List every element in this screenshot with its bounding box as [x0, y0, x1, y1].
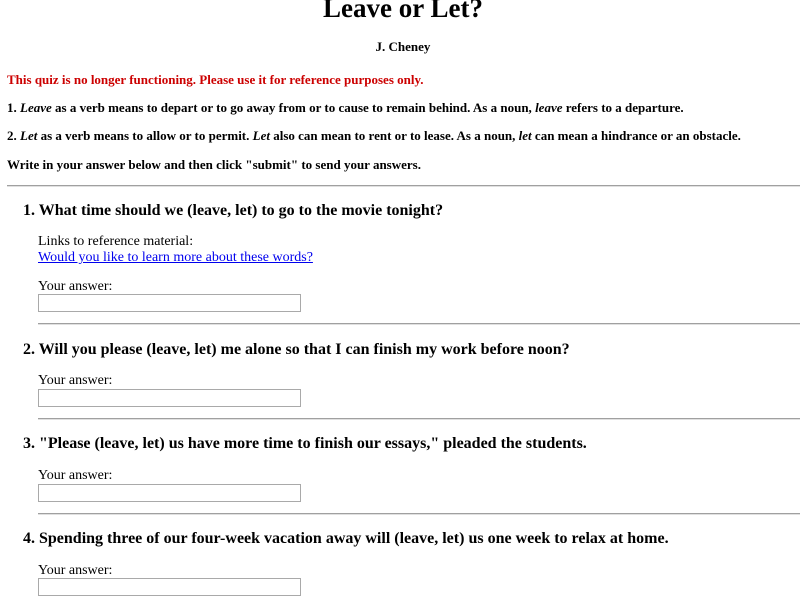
answer-label-4: Your answer: [38, 563, 113, 578]
author-name: J. Cheney [375, 39, 431, 54]
question-2: 2. Will you please (leave, let) me alone so that I can finish my work before noon? [23, 341, 570, 358]
answer-input-3[interactable] [38, 484, 301, 502]
definition-leave [7, 100, 684, 116]
quiz-notice: This quiz is no longer functioning. Please use it for reference purposes only. [7, 72, 424, 87]
answer-input-1[interactable] [38, 294, 301, 312]
definition-text: as a verb means to allow or to permit. [37, 128, 253, 143]
page-title: Leave or Let? [323, 0, 483, 23]
answer-input-2[interactable] [38, 389, 301, 407]
question-3: 3. "Please (leave, let) us have more time to finish our essays," pleaded the students. [23, 435, 587, 452]
answer-label-2: Your answer: [38, 373, 113, 388]
definition-number: 2. [7, 128, 17, 143]
divider [38, 418, 800, 420]
definition-word: let [518, 128, 532, 143]
question-4: 4. Spending three of our four-week vacation away will (leave, let) us one week to relax at home. [23, 530, 669, 547]
definition-text: can mean a hindrance or an obstacle. [531, 128, 741, 143]
learn-more-link[interactable]: Would you like to learn more about these words? [38, 250, 313, 265]
definition-word: Let [252, 128, 270, 143]
answer-label-3: Your answer: [38, 468, 113, 483]
divider [38, 323, 800, 325]
instructions: Write in your answer below and then click "submit" to send your answers. [7, 157, 421, 172]
reference-links-label: Links to reference material: [38, 234, 194, 249]
question-1: 1. What time should we (leave, let) to go to the movie tonight? [23, 202, 444, 219]
divider [7, 185, 800, 187]
definition-word: Leave [20, 100, 52, 115]
definition-text: as a verb means to depart or to go away from or to cause to remain behind. As a noun, [51, 100, 536, 115]
definition-text: also can mean to rent or to lease. As a noun, [269, 128, 519, 143]
answer-input-4[interactable] [38, 578, 301, 596]
definition-text: refers to a departure. [562, 100, 684, 115]
definition-word: Let [20, 128, 38, 143]
divider [38, 513, 800, 515]
definition-word: leave [535, 100, 563, 115]
definition-let [7, 128, 741, 144]
answer-label-1: Your answer: [38, 279, 113, 294]
definition-number: 1. [7, 100, 17, 115]
